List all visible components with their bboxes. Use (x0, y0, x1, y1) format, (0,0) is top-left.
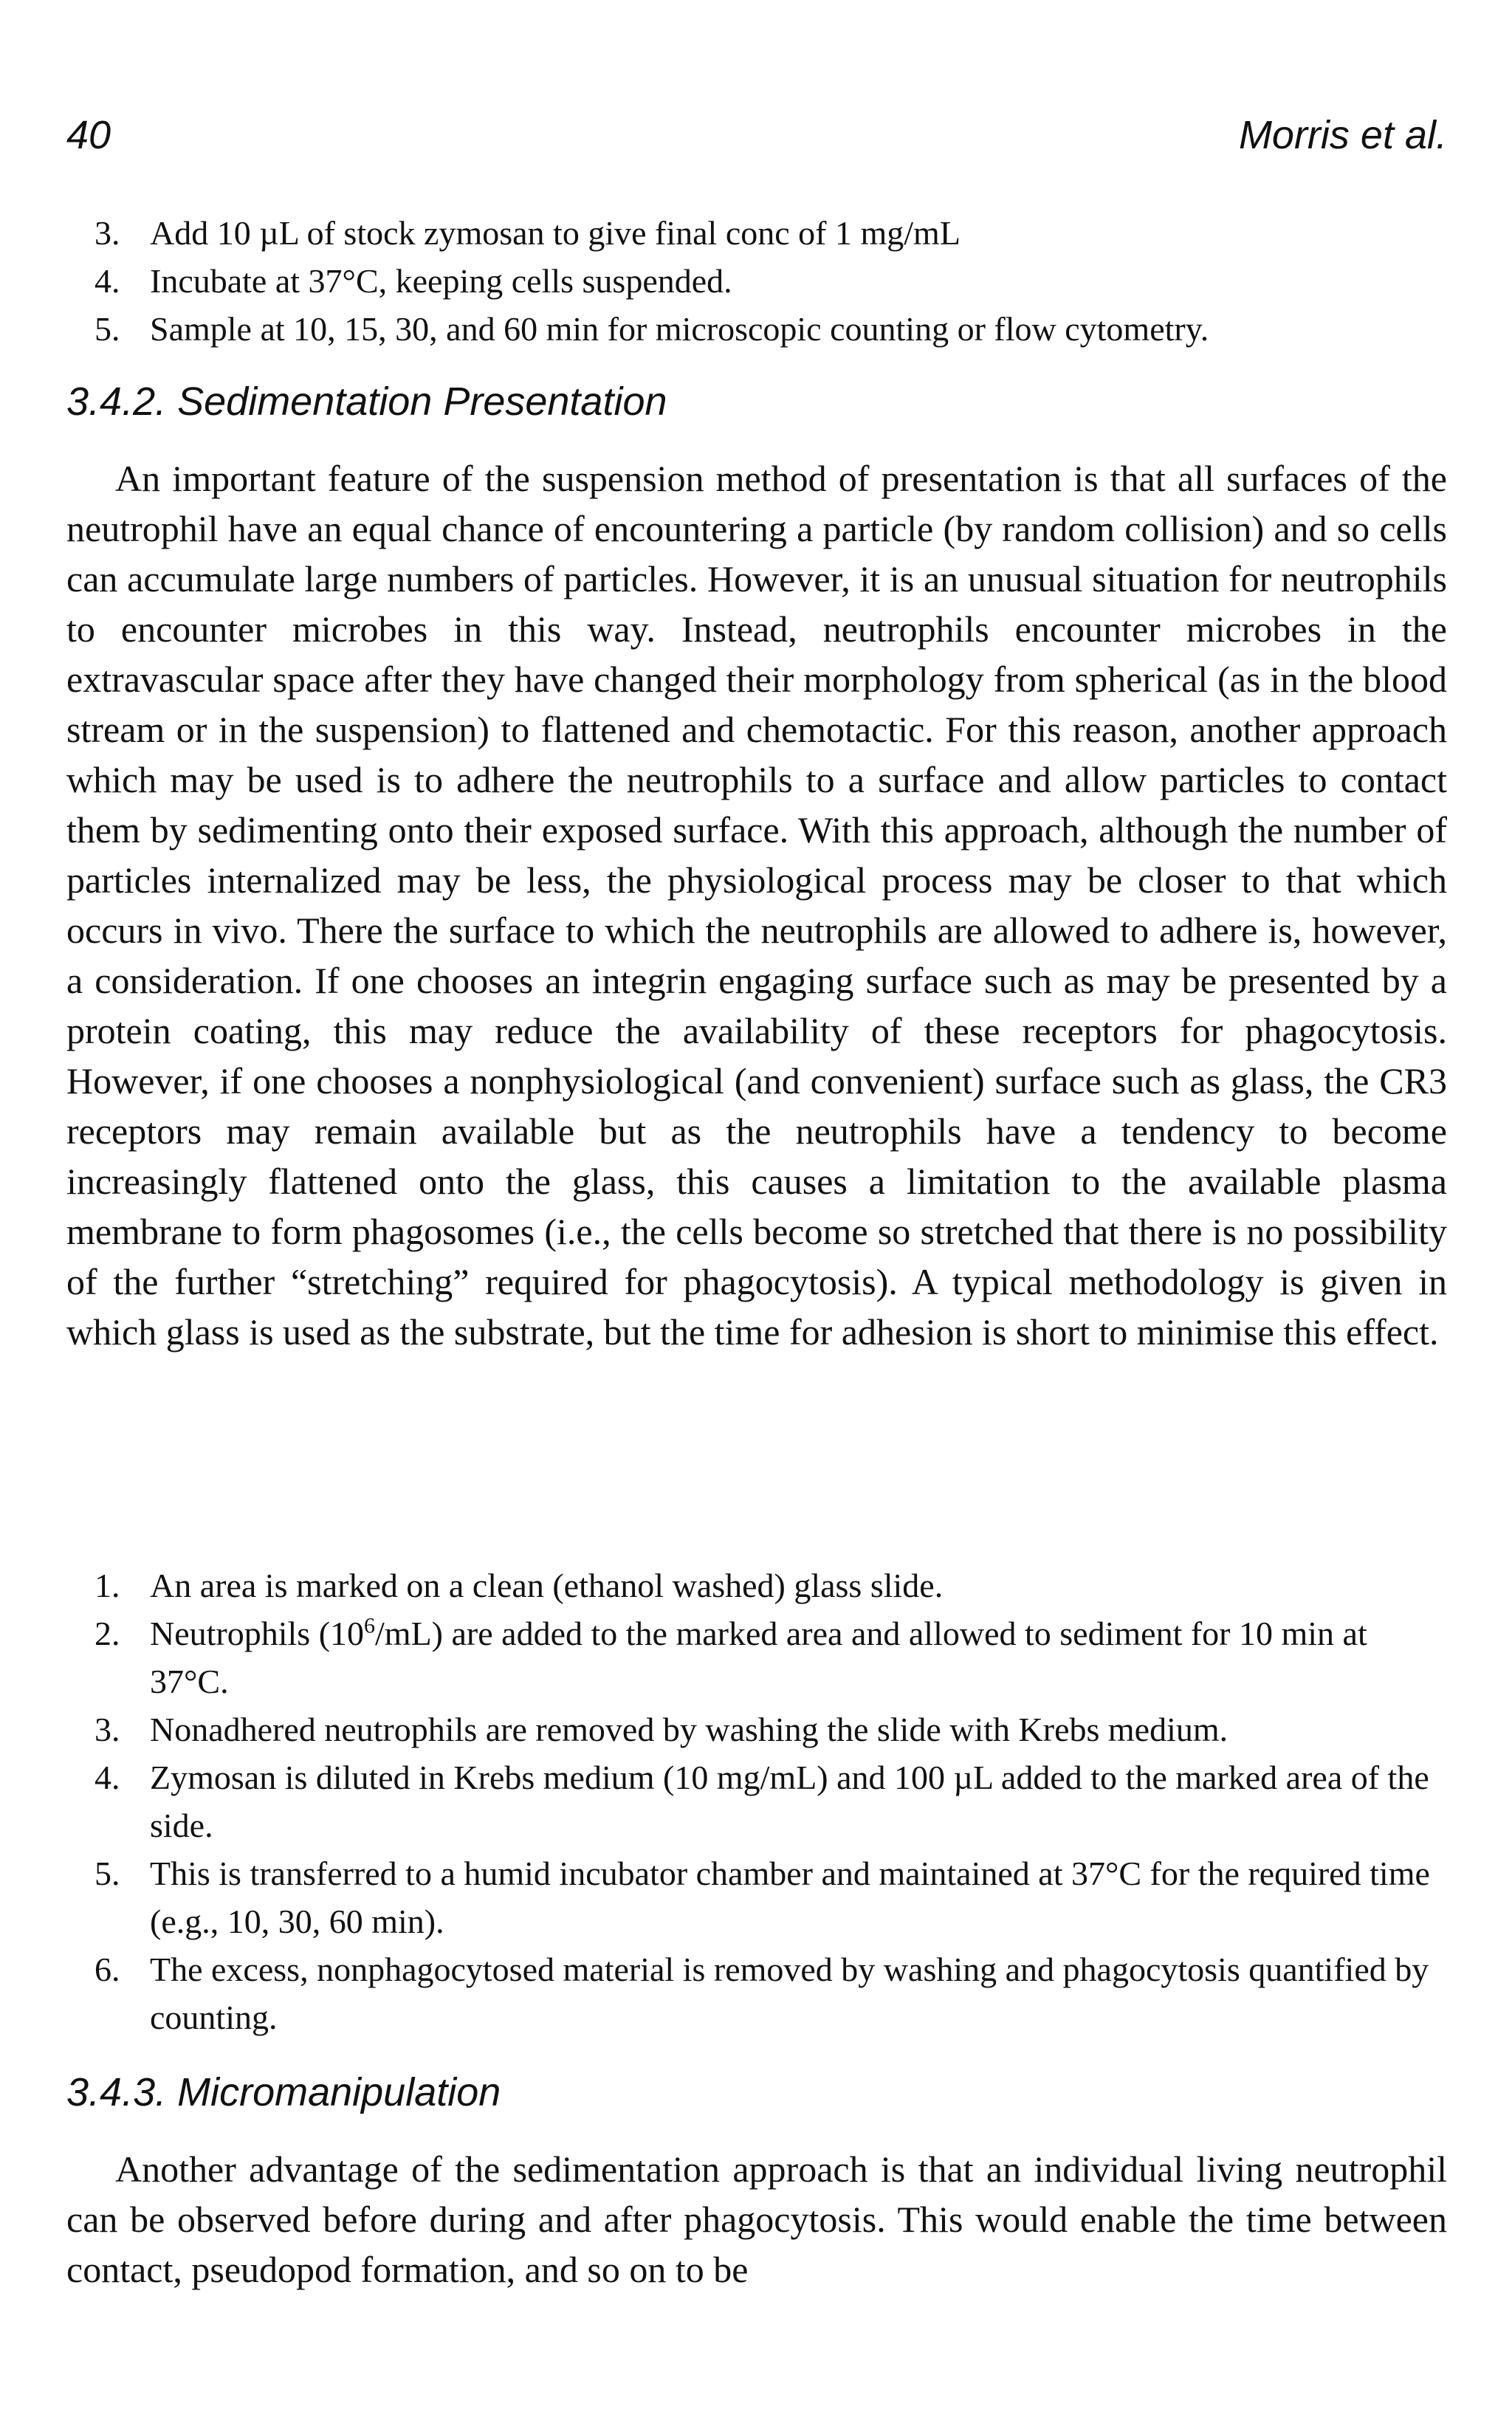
section-heading-micromanipulation: 3.4.3. Micromanipulation (66, 2070, 501, 2114)
list-item-text: Add 10 µL of stock zymosan to give final conc of 1 mg/mL (150, 214, 961, 252)
list-item-text: An area is marked on a clean (ethanol washed) glass slide. (150, 1567, 944, 1604)
page-number: 40 (66, 113, 111, 157)
paragraph-sedimentation: An important feature of the suspension method of presentation is that all surfaces of the neutrophil have an equal chance of encountering a particle (by random collision) and so cells can accumulate large numbers of particles. However, it is an unusual situation for neutrophils to encounter microbes in this way. Instead, neutrophils encounter microbes in the extravascular space after they have changed their morphology from spherical (as in the blood stream or in the suspension) to flattened and chemotactic. For this reason, another approach which may be used is to adhere the neutrophils to a surface and allow particles to contact them by sedimenting onto their exposed surface. With this approach, although the number of particles internalized may be less, the physiological process may be closer to that which occurs in vivo. There the surface to which the neutrophils are allowed to adhere is, however, a consideration. If one chooses an integrin engaging surface such as may be presented by a protein coating, this may reduce the availability of these receptors for phagocytosis. However, if one chooses a nonphysiological (and convenient) surface such as glass, the CR3 receptors may remain available but as the neutrophils have a tendency to become increasingly flattened onto the glass, this causes a limitation to the available plasma membrane to form phagosomes (i.e., the cells become so stretched that there is no possibility of the further “stretching” required for phagocytosis). A typical methodology is given in which glass is used as the substrate, but the time for adhesion is short to minimise this effect. (66, 458, 1447, 1353)
protocol-steps-sedimentation (66, 1561, 1447, 2041)
list-item-number: 4. (94, 1759, 120, 1796)
list-item (66, 257, 1447, 305)
list-item-number: 6. (94, 1951, 120, 1988)
paragraph-micromanipulation: Another advantage of the sedimentation approach is that an individual living neutrophil can be observed before during and after phagocytosis. This would enable the time between contact, pseudopod formation, and so on to be (66, 2148, 1447, 2290)
list-item-number: 3. (94, 1711, 120, 1748)
list-item-text: Incubate at 37°C, keeping cells suspended. (150, 262, 732, 300)
list-item-text: Sample at 10, 15, 30, and 60 min for microscopic counting or flow cytometry. (150, 310, 1209, 348)
list-item-text (150, 1615, 1367, 1700)
list-item-text: This is transferred to a humid incubator chamber and maintained at 37°C for the required time (e.g., 10, 30, 60 min). (150, 1855, 1430, 1940)
superscript-exponent: 6 (364, 1613, 376, 1638)
list-item-number: 5. (94, 1855, 120, 1892)
list-item (66, 1849, 1447, 1945)
list-item (66, 1705, 1447, 1753)
list-item (66, 305, 1447, 353)
list-item-text-part: Neutrophils (10 (150, 1615, 365, 1652)
list-item-number: 4. (94, 262, 120, 300)
list-item (66, 1945, 1447, 2041)
list-item-number: 2. (94, 1615, 120, 1652)
list-item-text: The excess, nonphagocytosed material is removed by washing and phagocytosis quantified by counting. (150, 1951, 1429, 2036)
list-item (66, 1561, 1447, 1609)
list-item-text-part: /mL) are added to the marked area and allowed to sediment for 10 min at 37°C. (150, 1615, 1367, 1700)
list-item-number: 5. (94, 310, 120, 348)
running-head-authors: Morris et al. (1238, 113, 1447, 157)
list-item (66, 209, 1447, 257)
section-heading-sedimentation: 3.4.2. Sedimentation Presentation (66, 379, 667, 424)
list-item-text: Nonadhered neutrophils are removed by washing the slide with Krebs medium. (150, 1711, 1228, 1748)
list-item (66, 1609, 1447, 1705)
list-item-number: 1. (94, 1567, 120, 1604)
list-item (66, 1753, 1447, 1849)
list-item-number: 3. (94, 214, 120, 252)
protocol-steps-suspension (66, 209, 1447, 353)
running-head (66, 112, 1447, 164)
list-item-text: Zymosan is diluted in Krebs medium (10 mg/mL) and 100 µL added to the marked area of the side. (150, 1759, 1429, 1844)
